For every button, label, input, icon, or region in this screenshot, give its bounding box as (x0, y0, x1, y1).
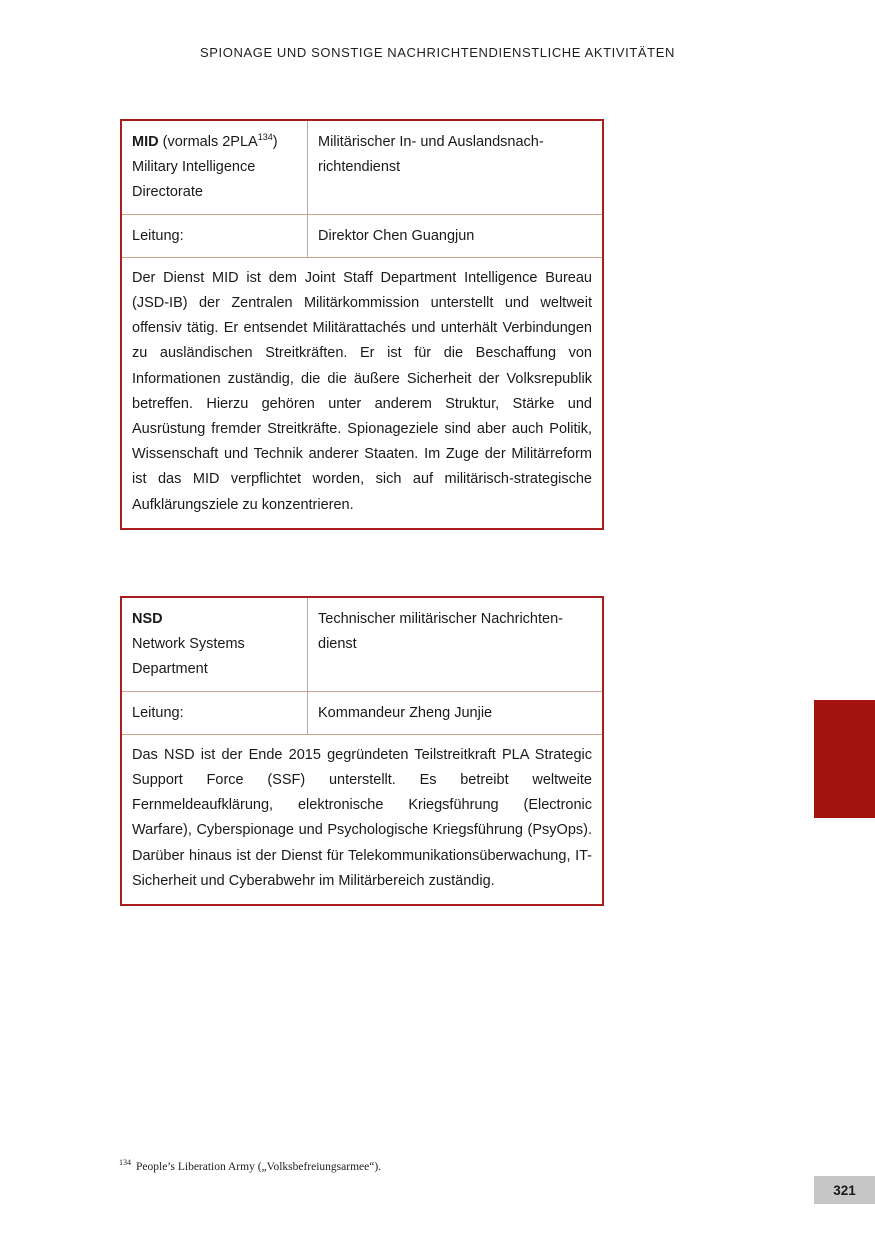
page-number: 321 (814, 1176, 875, 1204)
agency-name-line: Military Intelligence (132, 159, 256, 176)
chapter-edge-tab (814, 700, 875, 818)
table-mid-name-cell (122, 121, 308, 214)
agency-name-line: Directorate (132, 184, 203, 201)
agency-name-line: Department (132, 661, 208, 678)
table-nsd (120, 596, 604, 906)
table-mid-description-row (122, 257, 602, 528)
table-nsd-type-cell (308, 598, 602, 691)
table-nsd-name-cell (122, 598, 308, 691)
footnote-number: 134 (119, 1158, 131, 1167)
table-nsd-leader-row (122, 691, 602, 734)
agency-type-line: dienst (318, 636, 357, 653)
leader-label: Leitung: (122, 215, 308, 257)
agency-description: Das NSD ist der Ende 2015 gegründeten Teilstreitkraft PLA Strategic Support Force (SSF) unterstellt. Es betreibt weltweite Fernmeldeaufklärung, elektronische Kriegsführung (Electronic Warfare), Cyberspionage und Psychologische Kriegsführung (PsyOps). Darüber hinaus ist der Dienst für Telekommunikationsüberwachung, IT-Sicherheit und Cyberabwehr im Militärbereich zuständig. (132, 746, 592, 889)
table-mid-title-row (122, 121, 602, 214)
agency-type-line: Technischer militärischer Nachrichten- (318, 611, 563, 627)
table-mid-leader-row (122, 214, 602, 257)
footnote (119, 1155, 381, 1175)
leader-value: Kommandeur Zheng Junjie (318, 704, 493, 721)
leader-label: Leitung: (122, 692, 308, 734)
agency-name-line: Network Systems (132, 636, 245, 653)
agency-abbr-close: ) (272, 134, 278, 150)
page-header: SPIONAGE UND SONSTIGE NACHRICHTENDIENSTLICHE AKTIVITÄTEN (200, 45, 675, 60)
table-nsd-description-row (122, 734, 602, 904)
leader-value: Direktor Chen Guangjun (318, 227, 475, 244)
agency-type-line: richtendienst (318, 159, 401, 176)
agency-description: Der Dienst MID ist dem Joint Staff Department Intelligence Bureau (JSD-IB) der Zentralen Militärkommission unterstellt und weltweit offensiv tätig. Er entsendet Militärattachés und unterhält Verbindungen zu ausländischen Streitkräften. Er ist für die Beschaffung von Informationen zuständig, die die äußere Sicherheit der Volksrepublik betreffen. Hierzu gehören unter anderem Struktur, Stärke und Ausrüstung fremder Streitkräfte. Spionageziele sind aber auch Politik, Wissenschaft und Technik anderer Staaten. Im Zuge der Militärreform ist das MID verpflichtet worden, sich auf militärisch-strategische Aufklärungsziele zu konzentrieren. (132, 269, 592, 513)
agency-abbr-suffix: (vormals 2PLA (158, 134, 258, 150)
table-mid (120, 119, 604, 530)
table-nsd-title-row (122, 598, 602, 691)
footnote-text: People’s Liberation Army („Volksbefreiungsarmee“). (136, 1160, 382, 1173)
footnote-ref-marker: 134 (257, 132, 273, 143)
table-mid-type-cell (308, 121, 602, 214)
agency-abbr: MID (132, 134, 159, 150)
agency-type-line: Militärischer In- und Auslandsnach- (318, 134, 544, 150)
agency-abbr-line (132, 130, 297, 155)
agency-abbr: NSD (132, 611, 163, 627)
